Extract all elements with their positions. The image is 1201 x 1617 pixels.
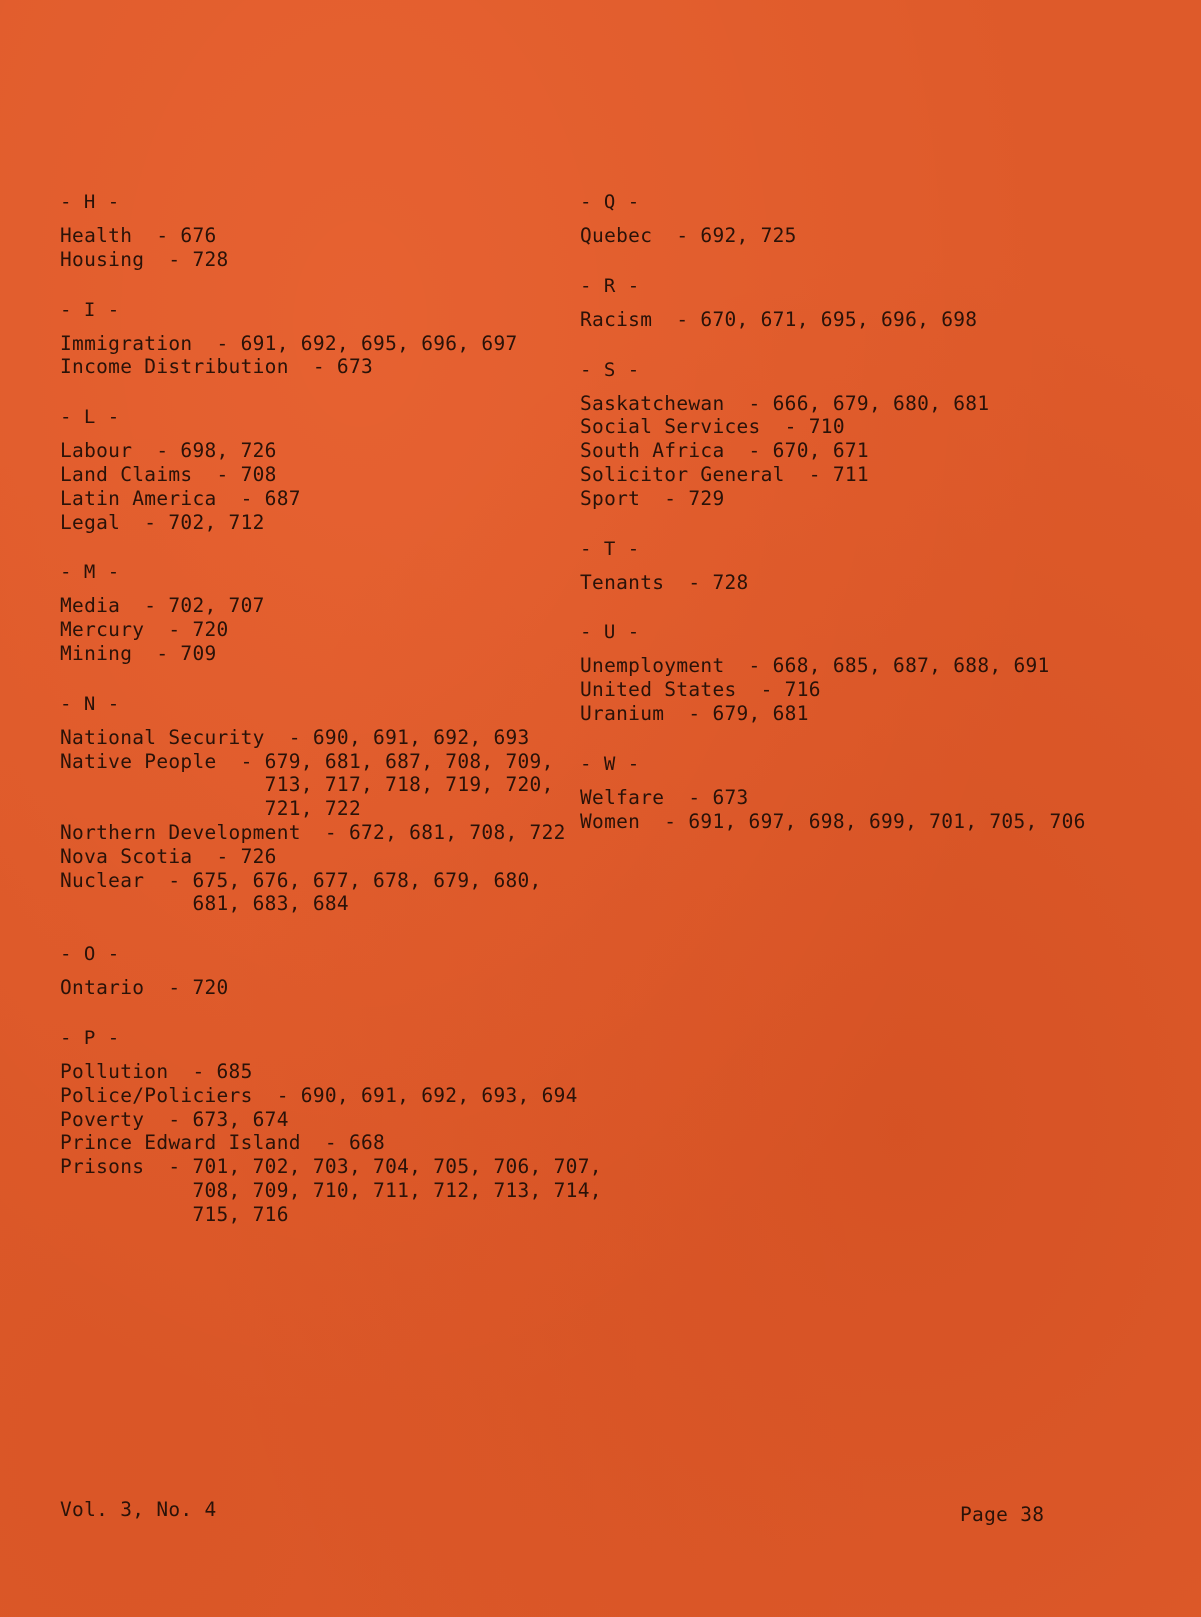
index-entry-poverty: Poverty - 673, 674 [60,1107,289,1131]
index-entry-mining: Mining - 709 [60,641,217,665]
section-heading-n: - N - [60,692,120,715]
section-heading-m: - M - [60,561,120,584]
index-entry-legal: Legal - 702, 712 [60,510,265,534]
section-heading-w: - W - [580,752,640,775]
index-entry-united-states: United States - 716 [580,678,821,702]
index-entry-native-people: Native People - 679, 681, 687, 708, 709, 713, 717, 718, 719, 720, 721, 722 [60,749,554,821]
index-entry-pollution: Pollution - 685 [60,1059,253,1083]
index-entry-nova-scotia: Nova Scotia - 726 [60,844,277,868]
index-entry-women: Women - 691, 697, 698, 699, 701, 705, 706 [580,809,1086,833]
volume-issue-label: Vol. 3, No. 4 [60,1498,217,1521]
section-heading-r: - R - [580,274,640,297]
index-entry-mercury: Mercury - 720 [60,618,229,642]
index-section-p [60,1026,602,1227]
section-heading-i: - I - [60,298,120,321]
index-section-q [580,190,1086,248]
section-heading-u: - U - [580,621,640,644]
section-heading-p: - P - [60,1026,120,1049]
page-number: Page 38 [960,1503,1045,1526]
index-entry-prince-edward-island: Prince Edward Island - 668 [60,1131,386,1155]
index-section-s [580,358,1086,511]
index-entry-racism: Racism - 670, 671, 695, 696, 698 [580,307,978,331]
section-heading-o: - O - [60,943,120,966]
left-index-column [60,190,602,1253]
index-section-l [60,405,602,534]
index-section-w [580,752,1086,834]
index-entry-nuclear: Nuclear - 675, 676, 677, 678, 679, 680, 681, 683, 684 [60,868,542,916]
index-section-o [60,942,602,1000]
index-entry-income-distribution: Income Distribution - 673 [60,355,374,379]
index-entry-south-africa: South Africa - 670, 671 [580,439,869,463]
index-entry-solicitor-general: Solicitor General - 711 [580,462,869,486]
index-entry-social-services: Social Services - 710 [580,415,845,439]
index-entry-health: Health - 676 [60,224,217,247]
index-entry-latin-america: Latin America - 687 [60,486,301,510]
index-entry-media: Media - 702, 707 [60,594,265,618]
index-entry-immigration: Immigration - 691, 692, 695, 696, 697 [60,331,518,355]
index-entry-police: Police/Policiers - 690, 691, 692, 693, 694 [60,1083,578,1107]
index-section-r [580,274,1086,332]
index-section-n [60,692,602,916]
section-heading-t: - T - [580,537,640,560]
index-entry-national-security: National Security - 690, 691, 692, 693 [60,725,530,749]
index-entry-saskatchewan: Saskatchewan - 666, 679, 680, 681 [580,391,990,415]
right-index-column [580,190,1086,859]
index-entry-northern-development: Northern Development - 672, 681, 708, 722 [60,820,566,844]
index-section-m [60,560,602,665]
index-entry-ontario: Ontario - 720 [60,976,229,1000]
index-section-t [580,537,1086,595]
index-section-u [580,620,1086,725]
index-entry-land-claims: Land Claims - 708 [60,462,277,486]
index-entry-sport: Sport - 729 [580,486,725,510]
index-entry-labour: Labour - 698, 726 [60,439,277,463]
section-heading-s: - S - [580,358,640,381]
index-entry-prisons: Prisons - 701, 702, 703, 704, 705, 706, 707, 708, 709, 710, 711, 712, 713, 714, 715, 716 [60,1155,602,1226]
index-entry-tenants: Tenants - 728 [580,570,749,594]
index-entry-uranium: Uranium - 679, 681 [580,701,809,725]
section-heading-l: - L - [60,406,120,429]
index-entry-welfare: Welfare - 673 [580,785,749,809]
index-section-i [60,298,602,380]
index-entry-quebec: Quebec - 692, 725 [580,224,797,247]
index-section-h [60,190,602,272]
index-entry-unemployment: Unemployment - 668, 685, 687, 688, 691 [580,654,1050,678]
index-entry-housing: Housing - 728 [60,247,229,271]
section-heading-q: - Q - [580,191,640,213]
section-heading-h: - H - [60,191,120,213]
